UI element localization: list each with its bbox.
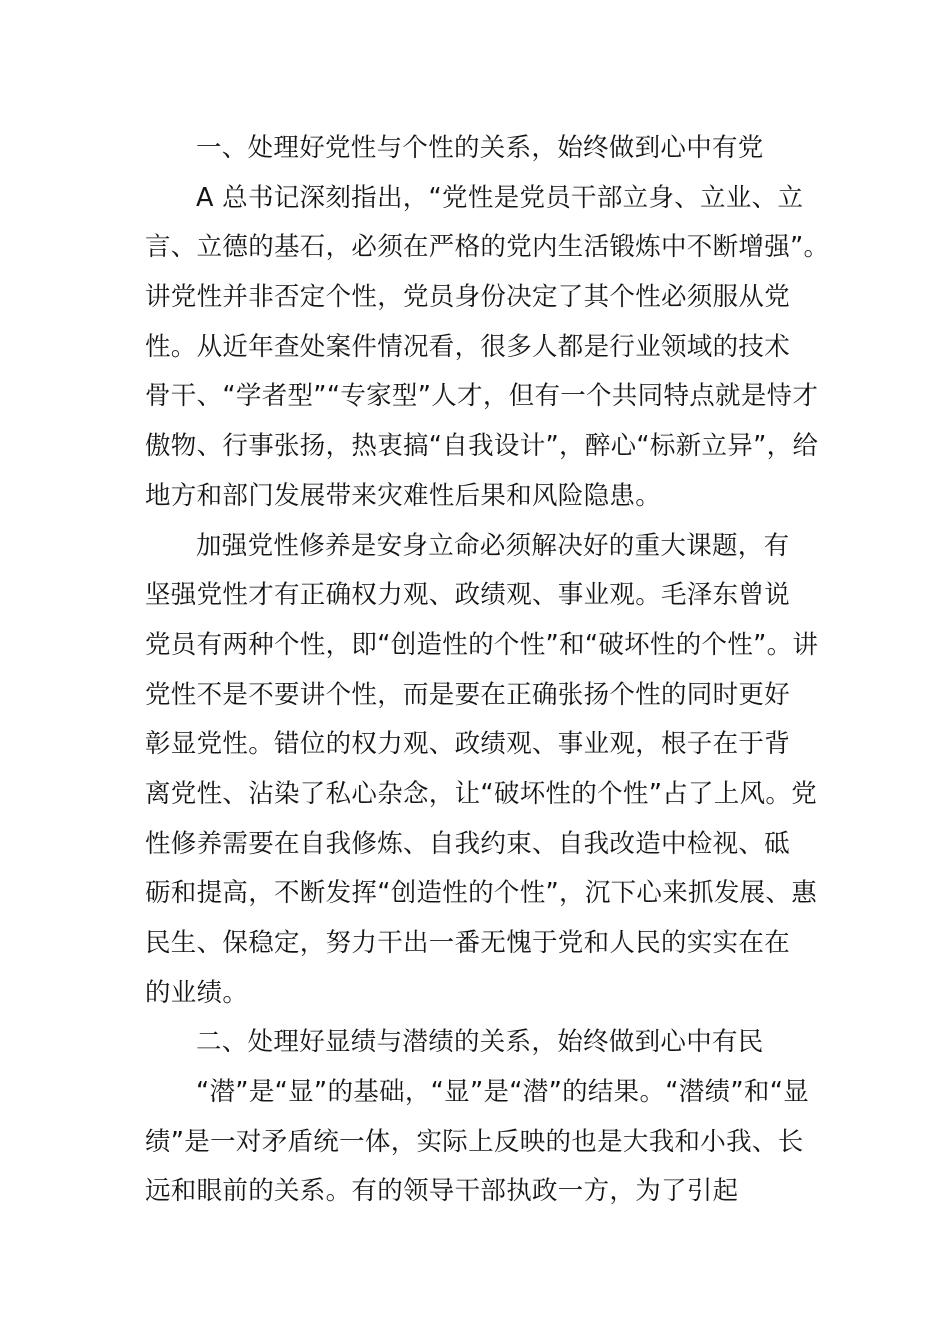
paragraph-line: 加强党性修养是安身立命必须解决好的重大课题，有 (196, 530, 790, 561)
paragraph-line: A 总书记深刻指出，“党性是党员干部立身、立业、立 (196, 182, 804, 213)
paragraph-line: 离党性、沾染了私心杂念，让“破坏性的个性”占了上风。党 (145, 778, 818, 809)
paragraph-line: 性。从近年查处案件情况看，很多人都是行业领域的技术 (145, 331, 791, 362)
document-body (145, 124, 830, 1217)
paragraph-line: 彰显党性。错位的权力观、政绩观、事业观，根子在于背 (145, 729, 791, 760)
paragraph-line: “潜”是“显”的基础，“显”是“潜”的结果。“潜绩”和“显 (196, 1077, 810, 1108)
paragraph-line: 绩”是一对矛盾统一体，实际上反映的也是大我和小我、长 (145, 1126, 804, 1157)
paragraph-line: 地方和部门发展带来灾难性后果和风险隐患。 (145, 480, 662, 511)
paragraph-line: 民生、保稳定，努力干出一番无愧于党和人民的实实在在 (145, 928, 791, 958)
paragraph-line: 坚强党性才有正确权力观、政绩观、事业观。毛泽东曾说 (145, 580, 791, 611)
section-heading-2: 二、处理好显绩与潜绩的关系，始终做到心中有民 (196, 1027, 764, 1058)
paragraph-line: 党性不是不要讲个性，而是要在正确张扬个性的同时更好 (145, 679, 791, 710)
paragraph-line: 远和眼前的关系。有的领导干部执政一方，为了引起 (145, 1176, 739, 1207)
paragraph-line: 傲物、行事张扬，热衷搞“自我设计”，醉心“标新立异”，给 (145, 431, 819, 462)
paragraph-line: 砺和提高，不断发挥“创造性的个性”，沉下心来抓发展、惠 (145, 878, 818, 909)
paragraph-line: 骨干、“学者型”“专家型”人才，但有一个共同特点就是恃才 (145, 381, 819, 412)
paragraph-line: 讲党性并非否定个性，党员身份决定了其个性必须服从党 (145, 282, 791, 313)
paragraph-line: 党员有两种个性，即“创造性的个性”和“破坏性的个性”。讲 (145, 629, 819, 660)
paragraph-line: 的业绩。 (145, 977, 249, 1008)
paragraph-line: 言、立德的基石，必须在严格的党内生活锻炼中不断增强”。 (145, 232, 830, 263)
paragraph-line: 性修养需要在自我修炼、自我约束、自我改造中检视、砥 (145, 828, 791, 859)
section-heading-1: 一、处理好党性与个性的关系，始终做到心中有党 (196, 133, 764, 163)
